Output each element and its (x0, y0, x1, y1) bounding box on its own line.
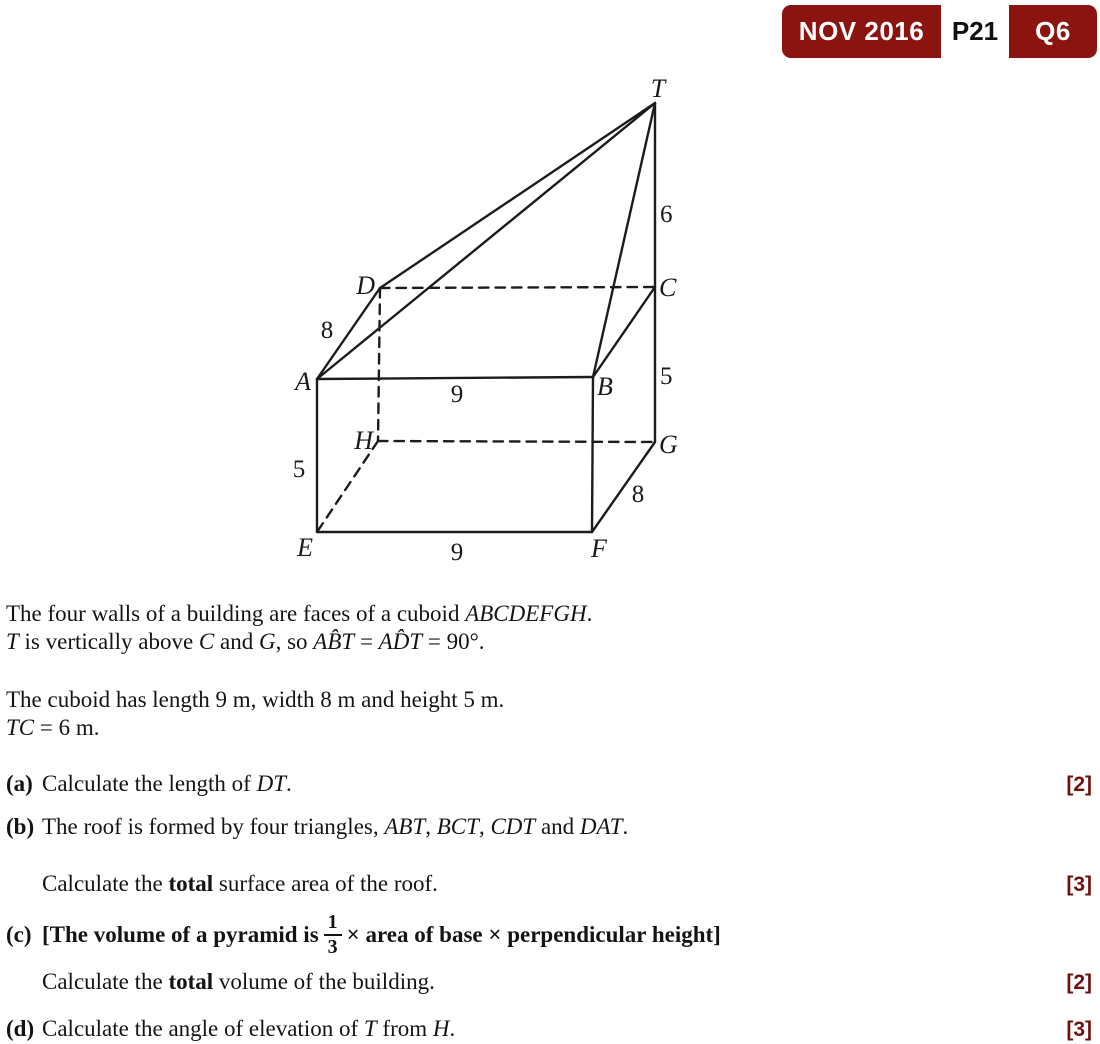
question-c2-text (42, 968, 1066, 996)
text-segment-bold: [The volume of a pyramid is (42, 922, 319, 947)
edge-DH (378, 288, 380, 441)
question-c2-row (6, 968, 1092, 997)
text-segment: = 90°. (422, 629, 485, 654)
text-segment-italic: DAT (579, 814, 623, 839)
text-segment: , (478, 814, 491, 839)
text-segment-italic: BCT (436, 814, 479, 839)
text-segment-italic: G (258, 629, 276, 654)
badge-paper-label: P21 (941, 5, 1009, 58)
intro-line-2 (6, 628, 1092, 656)
text-segment: The four walls of a building are faces of a cuboid (6, 601, 466, 626)
question-a-label: (a) (6, 771, 33, 796)
text-segment: = (354, 629, 379, 654)
edge-TA (317, 103, 655, 379)
edge-AB (317, 377, 593, 379)
text-segment: . (622, 814, 629, 839)
question-a-marks: [2] (1066, 773, 1092, 796)
text-segment-bold: × area of base × perpendicular height] (346, 922, 721, 947)
vertex-label-G: G (659, 430, 678, 459)
dim-label-AE-5: 5 (292, 456, 306, 483)
question-b-row (6, 813, 1092, 841)
edge-FG (592, 442, 655, 532)
edge-TB (593, 103, 655, 377)
dim-label-CG-5: 5 (660, 363, 673, 390)
text-segment-italic: T (363, 1016, 377, 1041)
question-c-marks: [2] (1066, 971, 1092, 994)
text-segment: Calculate the (42, 969, 169, 994)
text-segment-italic: AB̂T (313, 629, 355, 654)
text-segment: , (425, 814, 437, 839)
question-d-row (6, 1015, 1092, 1044)
question-d-marks: [3] (1066, 1018, 1092, 1041)
text-segment-italic: CDT (490, 814, 536, 839)
intro-line-1 (6, 600, 1092, 628)
text-segment: Calculate the length of (42, 771, 257, 796)
edge-BF (592, 377, 593, 532)
question-c-row (6, 906, 1092, 964)
vertex-label-D: D (356, 271, 375, 300)
vertex-label-B: B (597, 372, 613, 401)
text-segment: surface area of the roof. (213, 871, 438, 896)
question-a-text (42, 770, 1066, 798)
dim-label-AD-8: 8 (320, 317, 334, 344)
text-segment-italic: ABCDEFGH (465, 601, 587, 626)
text-segment: The roof is formed by four triangles, (42, 814, 385, 839)
question-a-row (6, 770, 1092, 799)
vertex-label-F: F (591, 534, 607, 563)
text-segment: , so (275, 629, 314, 654)
badge-question-label: Q6 (1035, 16, 1071, 46)
one-third-fraction (324, 912, 342, 958)
text-segment-italic: DT (256, 771, 286, 796)
vertex-label-A: A (295, 367, 311, 396)
fraction-numerator: 1 (324, 912, 342, 936)
vertex-label-H: H (354, 426, 373, 455)
text-segment: volume of the building. (213, 969, 435, 994)
text-segment-bold: total (168, 969, 214, 994)
intro-line-4 (6, 714, 1092, 742)
text-segment: Calculate the angle of elevation of (42, 1016, 364, 1041)
text-segment: Calculate the (42, 871, 169, 896)
text-segment-italic: ABT (384, 814, 426, 839)
text-segment-bold: total (168, 871, 214, 896)
vertex-label-T: T (650, 74, 666, 103)
dim-label-FG-8: 8 (631, 481, 645, 508)
intro-line-3 (6, 686, 1092, 714)
question-b-label: (b) (6, 814, 35, 839)
text-segment: . (449, 1016, 456, 1041)
text-segment: . (286, 771, 292, 796)
question-d-text (42, 1015, 1066, 1043)
question-b2-row (6, 870, 1092, 899)
dim-label-EF-9: 9 (450, 539, 464, 566)
text-segment: from (376, 1016, 433, 1041)
text-segment: and (214, 629, 259, 654)
question-c-label: (c) (6, 922, 32, 947)
edge-HG (378, 441, 655, 442)
badge-session-label: NOV 2016 (798, 16, 925, 46)
text-segment: . (586, 601, 593, 626)
text-segment: and (535, 814, 580, 839)
vertex-label-E: E (297, 533, 313, 562)
text-segment-italic: C (198, 629, 215, 654)
text-segment-italic: AD̂T (378, 629, 423, 654)
dim-label-TC-6: 6 (660, 201, 673, 228)
question-b-text (42, 813, 1092, 841)
text-segment-italic: TC (6, 715, 35, 740)
edge-TD (380, 103, 655, 288)
text-segment: The cuboid has length 9 m, width 8 m and height 5 m. (6, 687, 505, 712)
question-d-label: (d) (6, 1016, 35, 1041)
text-segment: = 6 m. (34, 715, 100, 740)
question-b-marks: [3] (1066, 873, 1092, 896)
fraction-denominator: 3 (327, 936, 338, 958)
dim-label-AB-9: 9 (450, 381, 464, 408)
question-c-formula (42, 912, 1092, 958)
vertex-label-C: C (659, 273, 677, 302)
text-segment: is vertically above (18, 629, 199, 654)
text-segment-italic: T (6, 629, 19, 654)
text-segment-italic: H (432, 1016, 450, 1041)
question-b2-text (42, 870, 1066, 898)
